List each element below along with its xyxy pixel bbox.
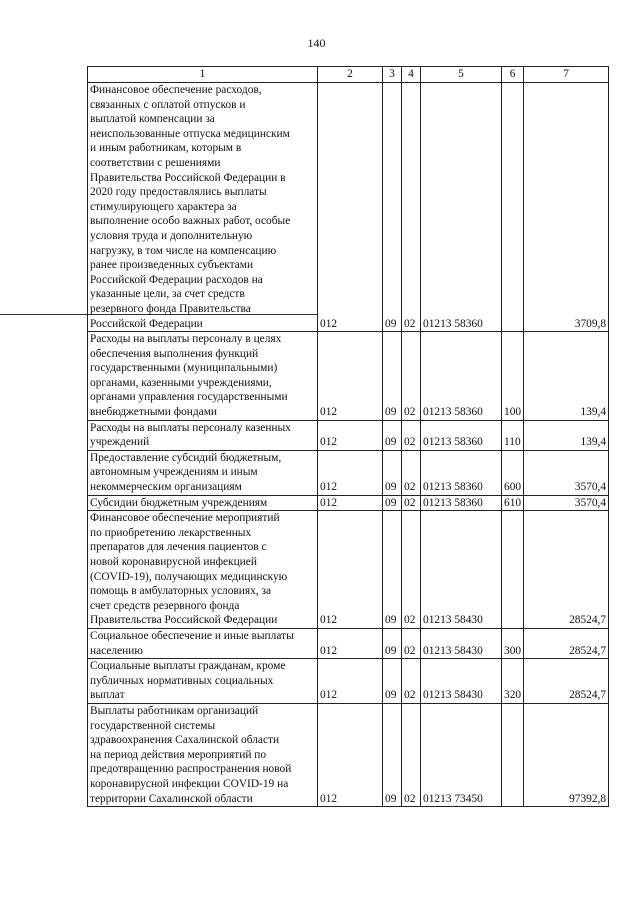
row-expense-type: 320 <box>502 659 524 704</box>
row-section: 09 <box>383 83 402 332</box>
row-section: 09 <box>383 495 402 511</box>
row-expense-type: 300 <box>502 628 524 658</box>
header-col-2: 2 <box>318 67 383 83</box>
row-name: Социальное обеспечение и иные выплаты населению <box>88 628 318 658</box>
row-admin-code: 012 <box>318 628 383 658</box>
row-name: Предоставление субсидий бюджетным, автономным учреждениям и иным некоммерческим организациям <box>88 450 318 495</box>
row-amount: 28524,7 <box>524 659 609 704</box>
row-amount: 3709,8 <box>524 83 609 332</box>
table-row <box>88 659 609 704</box>
row-admin-code: 012 <box>318 495 383 511</box>
row-expense-type: 610 <box>502 495 524 511</box>
row-subsection: 02 <box>402 83 421 332</box>
row-admin-code: 012 <box>318 332 383 421</box>
row-expense-type <box>502 703 524 806</box>
header-row <box>88 67 609 83</box>
row-target-article: 01213 73450 <box>421 703 502 806</box>
table-row <box>88 703 609 806</box>
row-subsection: 02 <box>402 450 421 495</box>
row-expense-type <box>502 511 524 629</box>
row-amount: 28524,7 <box>524 628 609 658</box>
row-name: Финансовое обеспечение мероприятий по приобретению лекарственных препаратов для лечения пациентов с новой коронавирусной инфекцией (COVID-19), получающих медицинскую помощь в амбулаторных условиях, за счет средств резервного фонда Правительства Российской Федерации <box>88 511 318 629</box>
row-target-article: 01213 58430 <box>421 659 502 704</box>
header-col-5: 5 <box>421 67 502 83</box>
header-col-6: 6 <box>502 67 524 83</box>
table-row <box>88 495 609 511</box>
row-name: Социальные выплаты гражданам, кроме публичных нормативных социальных выплат <box>88 659 318 704</box>
row-expense-type <box>502 83 524 332</box>
table-row <box>88 420 609 450</box>
row-admin-code: 012 <box>318 511 383 629</box>
row-amount: 97392,8 <box>524 703 609 806</box>
row-admin-code: 012 <box>318 703 383 806</box>
page-number: 140 <box>307 36 326 50</box>
row-name: Субсидии бюджетным учреждениям <box>88 495 318 511</box>
row-amount: 139,4 <box>524 420 609 450</box>
row-name: Финансовое обеспечение расходов, связанных с оплатой отпусков и выплатой компенсации за неиспользованные отпуска медицинским и иным работникам, которым в соответствии с решениями Правительства Российской Федерации в 2020 году предоставлялись выплаты стимулирующего характера за выполнение особо важных работ, особые условия труда и дополнительную нагрузку, в том числе на компенсацию ранее произведенных субъектами Российской Федерации расходов на указанные цели, за счет средств резервного фонда Правительства Российской Федерации <box>88 83 318 332</box>
row-section: 09 <box>383 332 402 421</box>
table-row <box>88 450 609 495</box>
row-section: 09 <box>383 450 402 495</box>
table-row <box>88 511 609 629</box>
row-admin-code: 012 <box>318 659 383 704</box>
row-name: Расходы на выплаты персоналу в целях обеспечения выполнения функций государственными (муниципальными) органами, казенными учреждениями, органами управления государственными внебюджетными фондами <box>88 332 318 421</box>
strike-line-left <box>0 314 87 315</box>
row-subsection: 02 <box>402 495 421 511</box>
row-section: 09 <box>383 659 402 704</box>
row-amount: 28524,7 <box>524 511 609 629</box>
row-admin-code: 012 <box>318 450 383 495</box>
table-row <box>88 628 609 658</box>
header-col-4: 4 <box>402 67 421 83</box>
row-section: 09 <box>383 703 402 806</box>
row-amount: 3570,4 <box>524 450 609 495</box>
row-expense-type: 110 <box>502 420 524 450</box>
row-subsection: 02 <box>402 420 421 450</box>
row-section: 09 <box>383 420 402 450</box>
row-target-article: 01213 58360 <box>421 495 502 511</box>
row-subsection: 02 <box>402 659 421 704</box>
row-name: Выплаты работникам организаций государственной системы здравоохранения Сахалинской области на период действия мероприятий по предотвращению распространения новой коронавирусной инфекции COVID-19 на территории Сахалинской области <box>88 703 318 806</box>
row-admin-code: 012 <box>318 83 383 332</box>
header-col-3: 3 <box>383 67 402 83</box>
row-subsection: 02 <box>402 703 421 806</box>
row-name: Расходы на выплаты персоналу казенных учреждений <box>88 420 318 450</box>
header-col-1: 1 <box>88 67 318 83</box>
row-amount: 3570,4 <box>524 495 609 511</box>
row-section: 09 <box>383 511 402 629</box>
row-target-article: 01213 58430 <box>421 628 502 658</box>
row-admin-code: 012 <box>318 420 383 450</box>
table-row <box>88 332 609 421</box>
row-target-article: 01213 58430 <box>421 511 502 629</box>
row-target-article: 01213 58360 <box>421 83 502 332</box>
row-section: 09 <box>383 628 402 658</box>
row-target-article: 01213 58360 <box>421 420 502 450</box>
row-subsection: 02 <box>402 332 421 421</box>
header-col-7: 7 <box>524 67 609 83</box>
row-subsection: 02 <box>402 511 421 629</box>
row-target-article: 01213 58360 <box>421 450 502 495</box>
row-target-article: 01213 58360 <box>421 332 502 421</box>
row-expense-type: 100 <box>502 332 524 421</box>
budget-table <box>87 66 609 807</box>
table-row <box>88 83 609 332</box>
row-amount: 139,4 <box>524 332 609 421</box>
row-subsection: 02 <box>402 628 421 658</box>
row-expense-type: 600 <box>502 450 524 495</box>
